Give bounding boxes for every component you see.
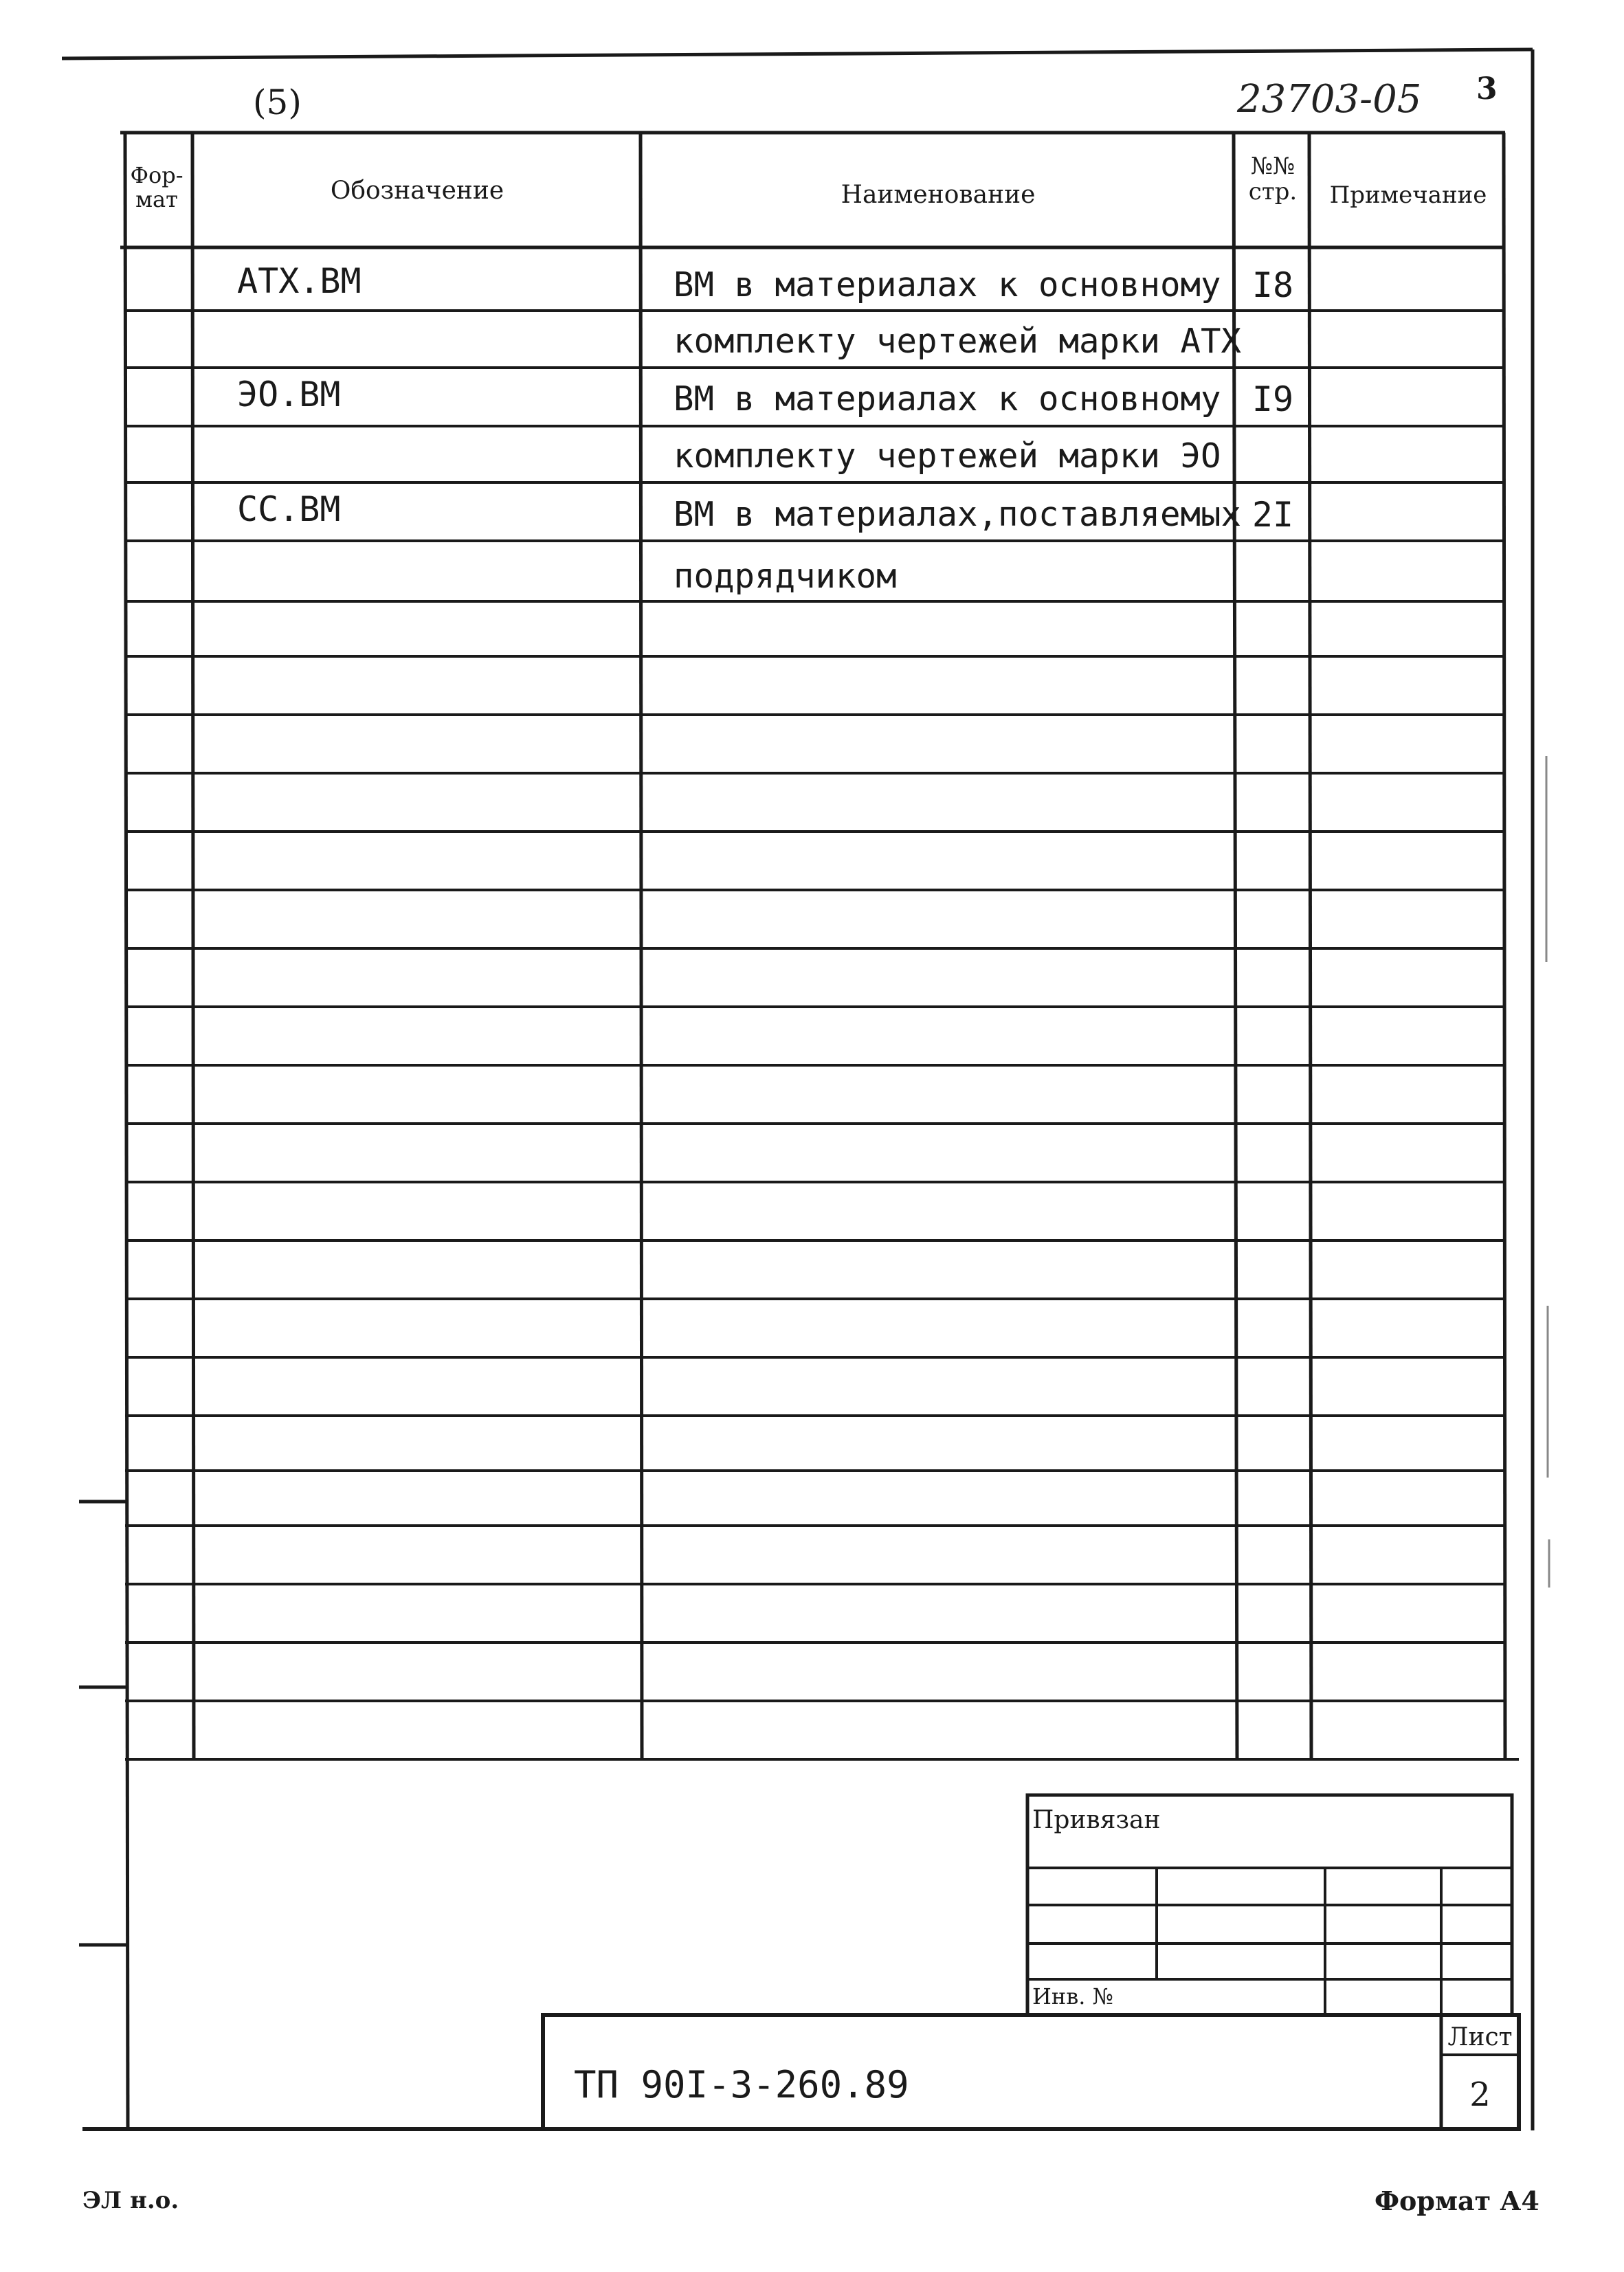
header-page-no: №№ стр. [1248, 153, 1298, 206]
row-4-name: комплекту чертежей марки ЭО [674, 436, 1221, 476]
stamp-attached-label: Привязан [1032, 1806, 1161, 1834]
row-3-name: ВМ в материалах к основному [674, 379, 1221, 419]
row-5-page: 2I [1252, 495, 1294, 535]
row-5-name: ВМ в материалах,поставляемых [674, 495, 1242, 534]
header-note: Примечание [1329, 181, 1487, 209]
header-format: Фор- мат [130, 162, 183, 213]
footer-format: Формат А4 [1375, 2185, 1539, 2216]
stamp-inv-label: Инв. № [1032, 1983, 1113, 2009]
row-3-page: I9 [1252, 379, 1294, 419]
footer-left: ЭЛ н.о. [82, 2187, 179, 2214]
row-3-designation: ЭО.ВМ [237, 375, 341, 414]
row-6-name: подрядчиком [674, 557, 897, 596]
row-5-designation: СС.ВМ [237, 489, 341, 529]
page-marker: (5) [253, 82, 302, 122]
page-number: 3 [1476, 71, 1498, 107]
sheet-number: 2 [1469, 2075, 1491, 2114]
sheet-label: Лист [1447, 2023, 1513, 2051]
row-1-designation: АТХ.ВМ [237, 261, 361, 301]
document-title: ТП 90I-3-260.89 [574, 2063, 909, 2106]
header-name: Наименование [841, 181, 1036, 209]
document-code-handwritten: 23703-05 [1237, 77, 1422, 122]
row-1-name: ВМ в материалах к основному [674, 265, 1221, 304]
row-1-page: I8 [1252, 265, 1294, 305]
row-2-name: комплекту чертежей марки АТХ [674, 322, 1242, 361]
header-designation: Обозначение [330, 177, 504, 205]
